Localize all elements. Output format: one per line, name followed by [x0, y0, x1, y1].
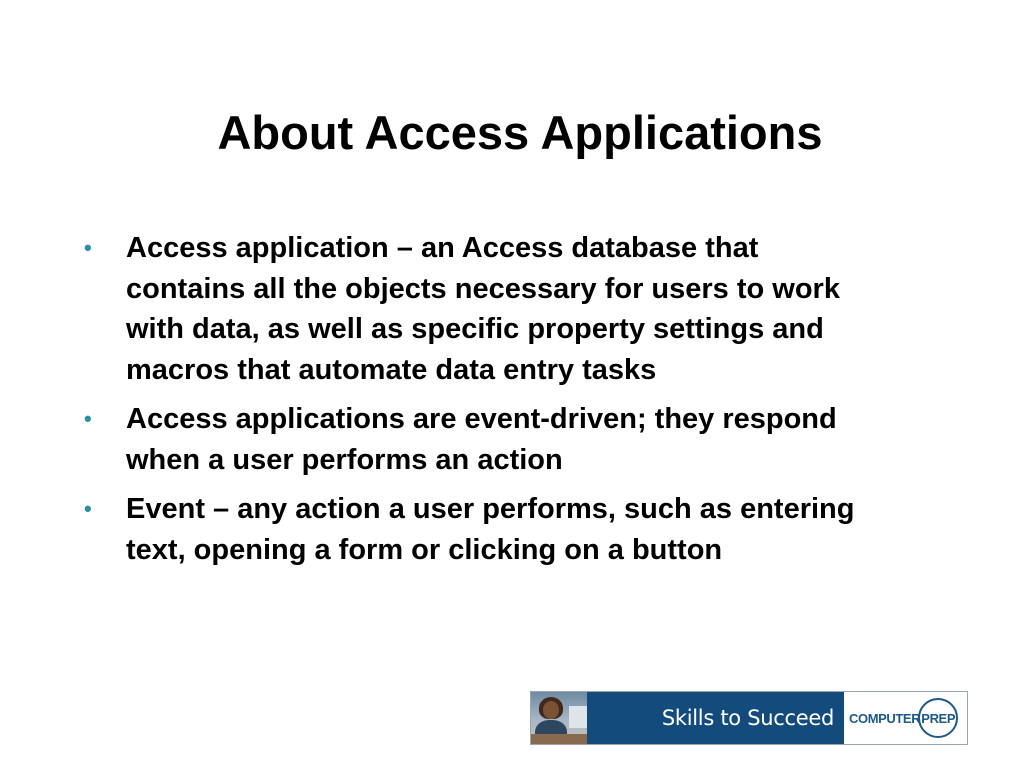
bullet-item — [84, 489, 884, 570]
bullet-text: Access application – an Access database that contains all the objects necessary for users to work with data, as well as specific property settings and macros that automate data entry tasks — [126, 232, 840, 386]
logo-circle-word: PREP — [921, 710, 956, 726]
monitor-shape — [569, 706, 587, 728]
bullet-text: Event – any action a user performs, such as entering text, opening a form or clicking on a button — [126, 493, 855, 566]
logo-circle — [918, 698, 958, 738]
bullet-icon: • — [84, 406, 92, 431]
bullet-item — [84, 399, 884, 480]
slide-title: About Access Applications — [217, 106, 823, 159]
skills-banner — [530, 691, 968, 745]
bullet-icon: • — [84, 235, 92, 260]
computer-prep-logo — [844, 692, 967, 744]
bullet-item — [84, 228, 884, 390]
desk-shape — [531, 734, 587, 744]
logo-word: COMPUTER — [849, 710, 921, 726]
bullet-list — [84, 228, 884, 579]
bullet-icon: • — [84, 496, 92, 521]
bullet-text: Access applications are event-driven; they respond when a user performs an action — [126, 403, 837, 476]
face-shape — [543, 701, 559, 719]
banner-tagline: Skills to Succeed — [587, 692, 844, 744]
office-worker-photo — [531, 692, 587, 744]
